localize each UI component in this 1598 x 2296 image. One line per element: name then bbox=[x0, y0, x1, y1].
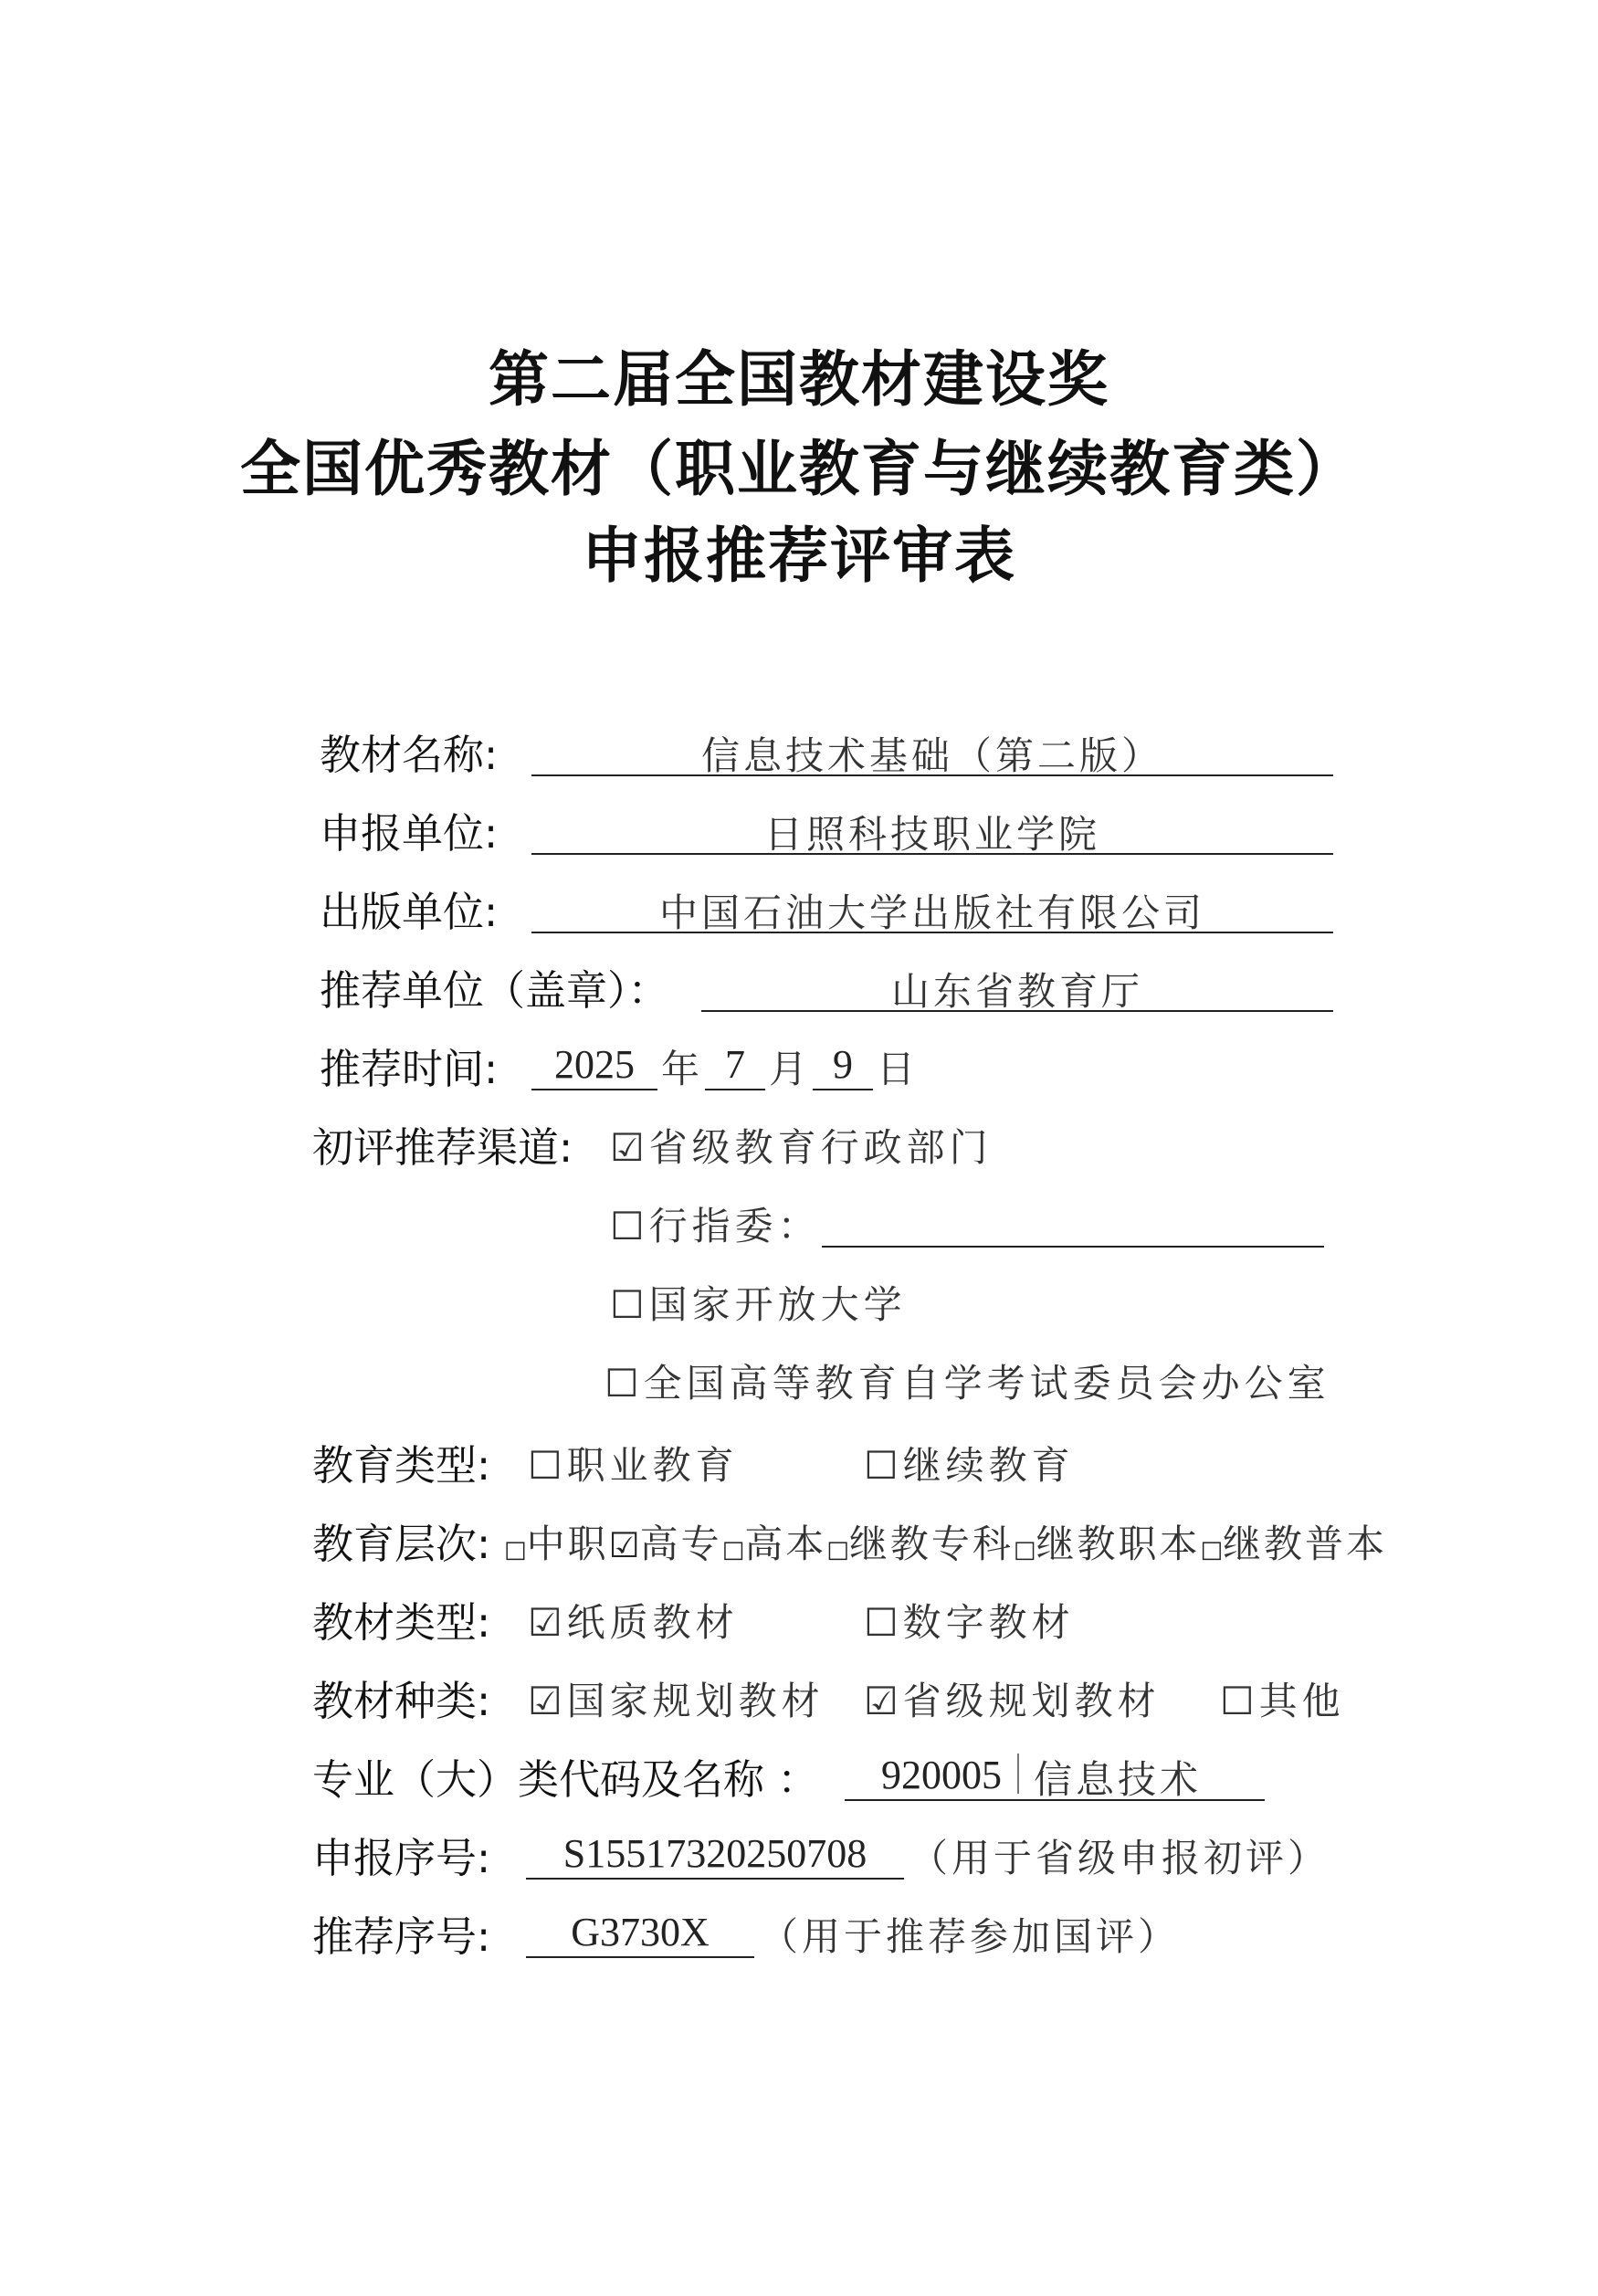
edu-type-vocational[interactable]: ☐职业教育 bbox=[528, 1443, 739, 1488]
material-kind-national[interactable]: ☑国家规划教材 bbox=[528, 1679, 825, 1723]
title-line-1: 第二届全国教材建设奖 bbox=[489, 343, 1109, 415]
material-kind-provincial[interactable]: ☑省级规划教材 bbox=[864, 1679, 1161, 1723]
material-type-label: 教材类型: bbox=[312, 1598, 491, 1647]
edu-level-options bbox=[504, 1514, 1387, 1569]
channel-option-provincial[interactable]: ☑省级教育行政部门 bbox=[610, 1125, 993, 1170]
publisher-label: 出版单位: bbox=[320, 888, 499, 936]
apply-no-label: 申报序号: bbox=[312, 1834, 491, 1882]
year-unit: 年 bbox=[661, 1047, 704, 1091]
major-name: 信息技术 bbox=[1034, 1757, 1203, 1802]
edu-level-higher-vocational-box[interactable]: ☑ bbox=[608, 1525, 640, 1565]
textbook-name-label: 教材名称: bbox=[320, 731, 499, 779]
edu-level-secondary: 中职 bbox=[526, 1522, 609, 1566]
material-kind-other[interactable]: ☐其他 bbox=[1220, 1679, 1345, 1723]
channel-option-open-university[interactable]: ☐国家开放大学 bbox=[610, 1282, 907, 1327]
day-value: 9 bbox=[833, 1042, 853, 1087]
edu-level-cont-bachelor: 继教普本 bbox=[1223, 1522, 1388, 1566]
major-label: 专业（大）类代码及名称 ： bbox=[312, 1755, 819, 1804]
channel-label: 初评推荐渠道: bbox=[312, 1123, 573, 1172]
channel-option-committee[interactable]: ☐行指委： bbox=[610, 1204, 821, 1248]
committee-line bbox=[822, 1193, 1324, 1248]
publisher-value: 中国石油大学出版社有限公司 bbox=[658, 890, 1205, 935]
title-line-3: 申报推荐评审表 bbox=[582, 520, 1016, 591]
edu-level-cont-bachelor-box[interactable]: □ bbox=[1200, 1536, 1224, 1564]
recommender-value: 山东省教育厅 bbox=[890, 969, 1143, 1014]
recommend-no-note: （用于推荐参加国评） bbox=[760, 1914, 1181, 1959]
edu-type-continuing[interactable]: ☐继续教育 bbox=[864, 1443, 1075, 1488]
material-type-digital[interactable]: ☐数字教材 bbox=[864, 1600, 1075, 1645]
edu-type-label: 教育类型: bbox=[312, 1441, 491, 1490]
major-separator bbox=[1017, 1754, 1019, 1794]
apply-no-value: S15517320250708 bbox=[562, 1831, 867, 1876]
applicant-label: 申报单位: bbox=[320, 809, 499, 858]
year-value: 2025 bbox=[554, 1042, 635, 1087]
edu-level-undergraduate: 高本 bbox=[744, 1522, 827, 1566]
material-type-paper[interactable]: ☑纸质教材 bbox=[528, 1600, 739, 1645]
edu-level-secondary-box[interactable]: □ bbox=[504, 1536, 527, 1564]
edu-level-cont-junior: 继教专科 bbox=[848, 1522, 1014, 1566]
day-unit: 日 bbox=[877, 1047, 920, 1091]
apply-no-note: （用于省级申报初评） bbox=[909, 1836, 1330, 1880]
month-unit: 月 bbox=[769, 1047, 812, 1091]
edu-level-higher-vocational: 高专 bbox=[639, 1522, 722, 1566]
edu-level-cont-voc-bachelor-box[interactable]: □ bbox=[1013, 1536, 1036, 1564]
channel-option-self-exam-office[interactable]: ☐全国高等教育自学考试委员会办公室 bbox=[605, 1361, 1330, 1406]
edu-level-undergraduate-box[interactable]: □ bbox=[721, 1536, 745, 1564]
material-kind-label: 教材种类: bbox=[312, 1677, 491, 1725]
edu-level-cont-junior-box[interactable]: □ bbox=[826, 1536, 849, 1564]
applicant-value: 日照科技职业学院 bbox=[763, 812, 1100, 857]
major-code: 920005 bbox=[881, 1753, 1002, 1797]
edu-level-cont-voc-bachelor: 继教职本 bbox=[1036, 1522, 1201, 1566]
recommend-no-value: G3730X bbox=[571, 1910, 710, 1954]
recommender-label: 推荐单位（盖章）： bbox=[320, 966, 669, 1015]
month-value: 7 bbox=[725, 1042, 745, 1087]
time-label: 推荐时间: bbox=[320, 1045, 499, 1093]
textbook-name-value: 信息技术基础（第二版） bbox=[700, 733, 1163, 778]
title-line-2: 全国优秀教材（职业教育与继续教育类） bbox=[240, 433, 1358, 504]
recommend-no-label: 推荐序号: bbox=[312, 1912, 491, 1961]
edu-level-label: 教育层次: bbox=[312, 1520, 491, 1568]
